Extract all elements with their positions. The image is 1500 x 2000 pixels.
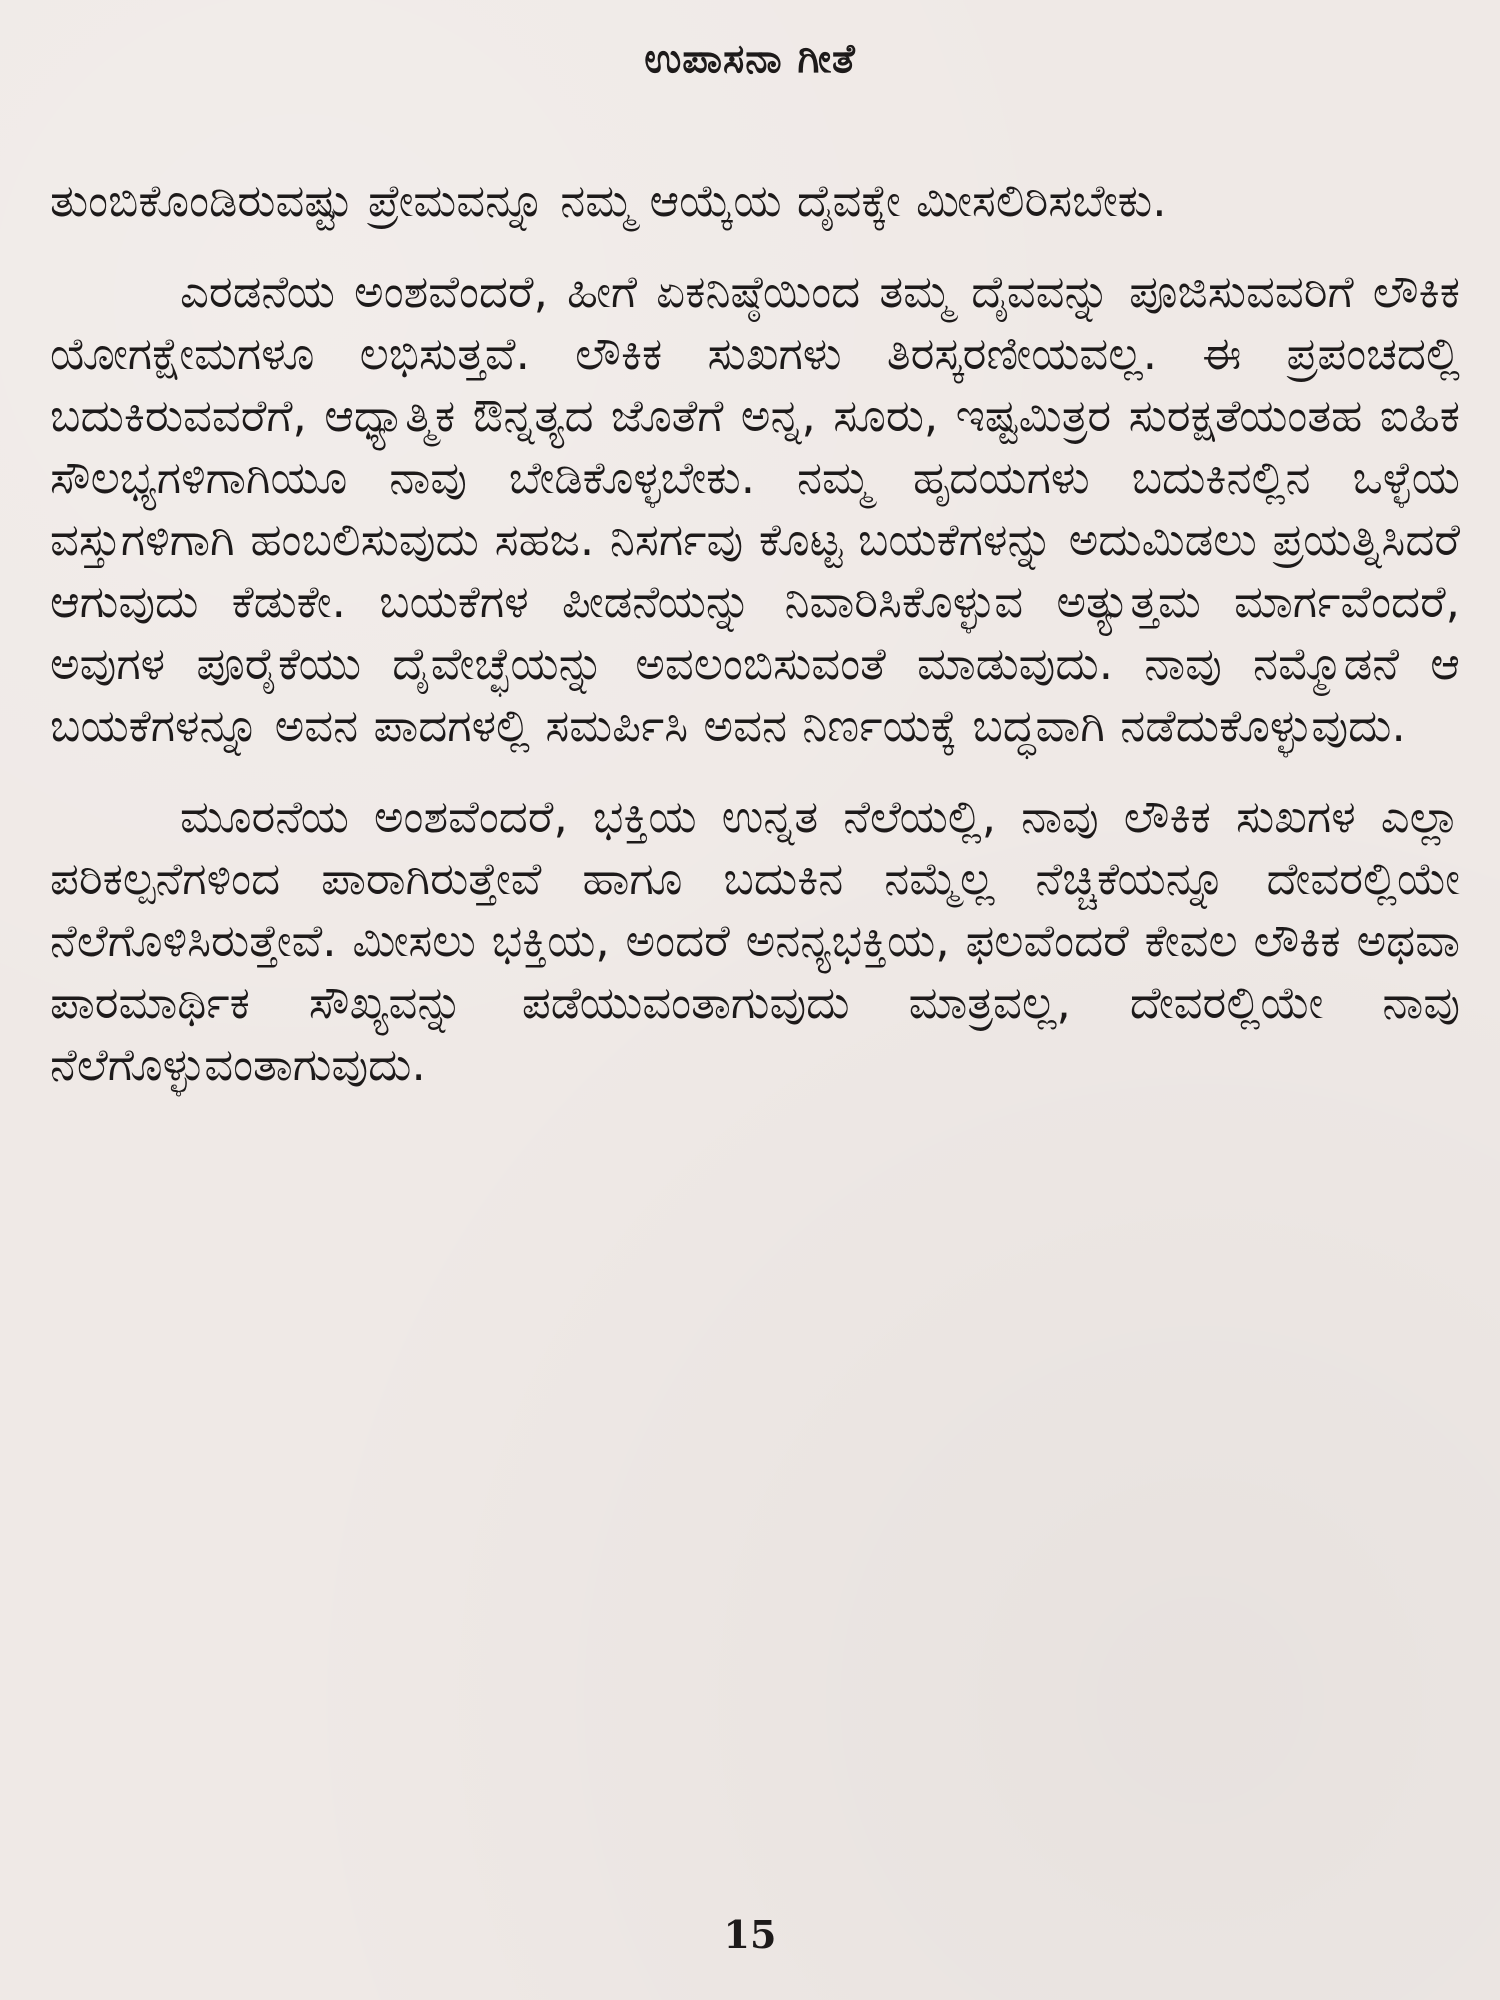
paragraph-3: ಮೂರನೆಯ ಅಂಶವೆಂದರೆ, ಭಕ್ತಿಯ ಉನ್ನತ ನೆಲೆಯಲ್ಲಿ, ನಾವು ಲೌಕಿಕ ಸುಖಗಳ ಎಲ್ಲಾ ಪರಿಕಲ್ಪನೆಗಳಿಂದ ಪಾರಾಗಿರುತ್ತೇವೆ ಹಾಗೂ ಬದುಕಿನ ನಮ್ಮೆಲ್ಲ ನೆಚ್ಚಿಕೆಯನ್ನೂ ದೇವರಲ್ಲಿಯೇ ನೆಲೆಗೊಳಿಸಿರುತ್ತೇವೆ. ಮೀಸಲು ಭಕ್ತಿಯ, ಅಂದರೆ ಅನನ್ಯಭಕ್ತಿಯ, ಫಲವೆಂದರೆ ಕೇವಲ ಲೌಕಿಕ ಅಥವಾ ಪಾರಮಾರ್ಥಿಕ ಸೌಖ್ಯವನ್ನು ಪಡೆಯುವಂತಾಗುವುದು ಮಾತ್ರವಲ್ಲ, ದೇವರಲ್ಲಿಯೇ ನಾವು ನೆಲೆಗೊಳ್ಳುವಂತಾಗುವುದು.	[50, 790, 1460, 1091]
paragraph-2: ಎರಡನೆಯ ಅಂಶವೆಂದರೆ, ಹೀಗೆ ಏಕನಿಷ್ಠೆಯಿಂದ ತಮ್ಮ ದೈವವನ್ನು ಪೂಜಿಸುವವರಿಗೆ ಲೌಕಿಕ ಯೋಗಕ್ಷೇಮಗಳೂ ಲಭಿಸುತ್ತವೆ. ಲೌಕಿಕ ಸುಖಗಳು ತಿರಸ್ಕರಣೀಯವಲ್ಲ. ಈ ಪ್ರಪಂಚದಲ್ಲಿ ಬದುಕಿರುವವರೆಗೆ, ಆಧ್ಯಾತ್ಮಿಕ ಔನ್ನತ್ಯದ ಜೊತೆಗೆ ಅನ್ನ, ಸೂರು, ಇಷ್ಟಮಿತ್ರರ ಸುರಕ್ಷತೆಯಂತಹ ಐಹಿಕ ಸೌಲಭ್ಯಗಳಿಗಾಗಿಯೂ ನಾವು ಬೇಡಿಕೊಳ್ಳಬೇಕು. ನಮ್ಮ ಹೃದಯಗಳು ಬದುಕಿನಲ್ಲಿನ ಒಳ್ಳೆಯ ವಸ್ತುಗಳಿಗಾಗಿ ಹಂಬಲಿಸುವುದು ಸಹಜ. ನಿಸರ್ಗವು ಕೊಟ್ಟ ಬಯಕೆಗಳನ್ನು ಅದುಮಿಡಲು ಪ್ರಯತ್ನಿಸಿದರೆ ಆಗುವುದು ಕೆಡುಕೇ. ಬಯಕೆಗಳ ಪೀಡನೆಯನ್ನು ನಿವಾರಿಸಿಕೊಳ್ಳುವ ಅತ್ಯುತ್ತಮ ಮಾರ್ಗವೆಂದರೆ, ಅವುಗಳ ಪೂರೈಕೆಯು ದೈವೇಚ್ಛೆಯನ್ನು ಅವಲಂಬಿಸುವಂತೆ ಮಾಡುವುದು. ನಾವು ನಮ್ಮೊಡನೆ ಆ ಬಯಕೆಗಳನ್ನೂ ಅವನ ಪಾದಗಳಲ್ಲಿ ಸಮರ್ಪಿಸಿ ಅವನ ನಿರ್ಣಯಕ್ಕೆ ಬದ್ಧವಾಗಿ ನಡೆದುಕೊಳ್ಳುವುದು.	[50, 265, 1460, 752]
page-number: 15	[723, 1912, 777, 1957]
page-body-text	[50, 170, 1460, 1125]
paragraph-1: ತುಂಬಿಕೊಂಡಿರುವಷ್ಟು ಪ್ರೇಮವನ್ನೂ ನಮ್ಮ ಆಯ್ಕೆಯ ದೈವಕ್ಕೇ ಮೀಸಲಿರಿಸಬೇಕು.	[50, 174, 1167, 227]
page-title: ಉಪಾಸನಾ ಗೀತೆ	[644, 36, 856, 82]
